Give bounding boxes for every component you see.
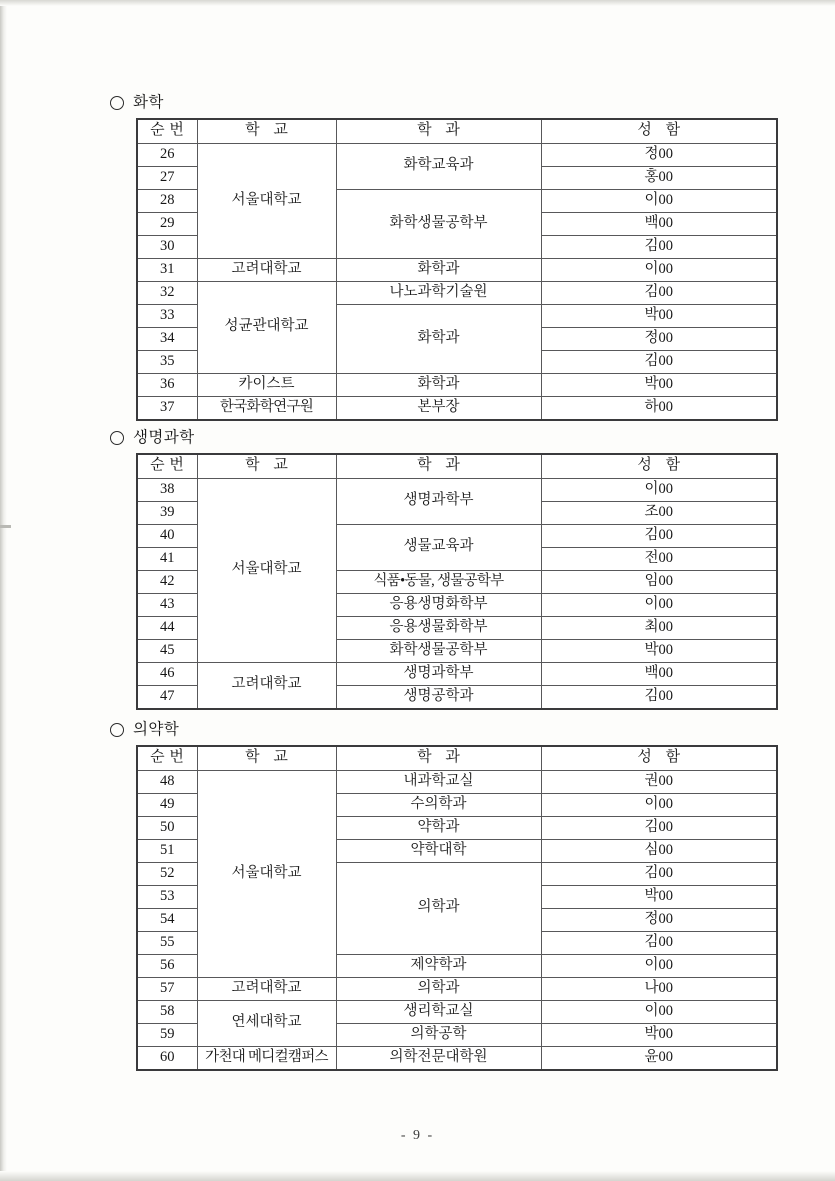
table-header-row [137, 746, 777, 771]
cell-name: 이00 [541, 794, 777, 817]
cell-no: 46 [137, 663, 197, 686]
cell-name: 이00 [541, 479, 777, 502]
cell-dept: 화학생물공학부 [336, 190, 541, 259]
cell-name: 이00 [541, 955, 777, 978]
table-row [137, 771, 777, 794]
cell-no: 51 [137, 840, 197, 863]
cell-no: 59 [137, 1024, 197, 1047]
cell-no: 45 [137, 640, 197, 663]
cell-school: 카이스트 [197, 374, 336, 397]
table-row [137, 1047, 777, 1070]
cell-dept: 응용생물화학부 [336, 617, 541, 640]
circle-bullet-icon [110, 431, 124, 445]
section-heading [0, 430, 835, 446]
table-row [137, 259, 777, 282]
cell-no: 60 [137, 1047, 197, 1070]
cell-no: 36 [137, 374, 197, 397]
table-row [137, 479, 777, 502]
section-heading-label: 생명과학 [133, 429, 195, 446]
cell-no: 28 [137, 190, 197, 213]
scan-edge-shadow-bottom [0, 1171, 835, 1181]
column-header-no: 순 번 [137, 746, 197, 771]
cell-dept: 생명공학과 [336, 686, 541, 709]
cell-no: 44 [137, 617, 197, 640]
section-heading-label: 화학 [133, 94, 164, 111]
cell-no: 33 [137, 305, 197, 328]
roster-table [136, 745, 778, 1071]
cell-name: 김00 [541, 282, 777, 305]
table-header-row [137, 119, 777, 144]
cell-name: 백00 [541, 663, 777, 686]
cell-school: 고려대학교 [197, 978, 336, 1001]
cell-school: 연세대학교 [197, 1001, 336, 1047]
cell-name: 이00 [541, 594, 777, 617]
cell-no: 35 [137, 351, 197, 374]
section-heading [0, 722, 835, 738]
cell-school: 서울대학교 [197, 479, 336, 663]
cell-dept: 수의학과 [336, 794, 541, 817]
cell-name: 이00 [541, 190, 777, 213]
cell-no: 27 [137, 167, 197, 190]
column-header-dept: 학 과 [336, 746, 541, 771]
cell-school: 성균관대학교 [197, 282, 336, 374]
cell-name: 정00 [541, 328, 777, 351]
cell-no: 43 [137, 594, 197, 617]
section-1 [0, 95, 835, 421]
cell-name: 임00 [541, 571, 777, 594]
cell-name: 김00 [541, 817, 777, 840]
cell-name: 하00 [541, 397, 777, 420]
column-header-name: 성 함 [541, 119, 777, 144]
cell-dept: 화학생물공학부 [336, 640, 541, 663]
section-2 [0, 430, 835, 710]
cell-name: 이00 [541, 259, 777, 282]
cell-name: 김00 [541, 863, 777, 886]
cell-no: 57 [137, 978, 197, 1001]
cell-no: 53 [137, 886, 197, 909]
cell-name: 정00 [541, 909, 777, 932]
cell-no: 48 [137, 771, 197, 794]
roster-table [136, 118, 778, 421]
cell-no: 29 [137, 213, 197, 236]
cell-name: 박00 [541, 886, 777, 909]
cell-no: 54 [137, 909, 197, 932]
cell-no: 34 [137, 328, 197, 351]
cell-dept: 응용생명화학부 [336, 594, 541, 617]
cell-no: 40 [137, 525, 197, 548]
table-row [137, 374, 777, 397]
cell-dept: 본부장 [336, 397, 541, 420]
cell-name: 권00 [541, 771, 777, 794]
cell-name: 정00 [541, 144, 777, 167]
cell-dept: 화학과 [336, 305, 541, 374]
column-header-school: 학 교 [197, 454, 336, 479]
cell-name: 조00 [541, 502, 777, 525]
cell-no: 37 [137, 397, 197, 420]
section-heading-label: 의약학 [133, 721, 180, 738]
section-3 [0, 722, 835, 1071]
table-row [137, 282, 777, 305]
column-header-name: 성 함 [541, 746, 777, 771]
cell-dept: 제약학과 [336, 955, 541, 978]
circle-bullet-icon [110, 723, 124, 737]
page-number: - 9 - [400, 1128, 435, 1143]
cell-dept: 화학과 [336, 374, 541, 397]
cell-school: 한국화학연구원 [197, 397, 336, 420]
cell-dept: 의학과 [336, 978, 541, 1001]
cell-name: 김00 [541, 351, 777, 374]
cell-no: 41 [137, 548, 197, 571]
cell-no: 58 [137, 1001, 197, 1024]
column-header-name: 성 함 [541, 454, 777, 479]
cell-name: 박00 [541, 1024, 777, 1047]
table-row [137, 1001, 777, 1024]
cell-name: 윤00 [541, 1047, 777, 1070]
cell-dept: 의학전문대학원 [336, 1047, 541, 1070]
cell-school: 서울대학교 [197, 771, 336, 978]
cell-school: 서울대학교 [197, 144, 336, 259]
cell-no: 42 [137, 571, 197, 594]
cell-dept: 의학공학 [336, 1024, 541, 1047]
column-header-dept: 학 과 [336, 119, 541, 144]
cell-dept: 화학교육과 [336, 144, 541, 190]
cell-no: 31 [137, 259, 197, 282]
table-row [137, 978, 777, 1001]
cell-dept: 내과학교실 [336, 771, 541, 794]
cell-name: 나00 [541, 978, 777, 1001]
cell-name: 박00 [541, 640, 777, 663]
cell-dept: 식품•동물, 생물공학부 [336, 571, 541, 594]
cell-school: 고려대학교 [197, 663, 336, 709]
cell-no: 52 [137, 863, 197, 886]
table-row [137, 397, 777, 420]
column-header-no: 순 번 [137, 454, 197, 479]
cell-name: 박00 [541, 305, 777, 328]
cell-no: 56 [137, 955, 197, 978]
cell-no: 26 [137, 144, 197, 167]
cell-name: 백00 [541, 213, 777, 236]
cell-no: 50 [137, 817, 197, 840]
cell-name: 이00 [541, 1001, 777, 1024]
cell-dept: 약학대학 [336, 840, 541, 863]
cell-name: 심00 [541, 840, 777, 863]
cell-no: 49 [137, 794, 197, 817]
cell-no: 32 [137, 282, 197, 305]
column-header-school: 학 교 [197, 746, 336, 771]
cell-no: 38 [137, 479, 197, 502]
column-header-school: 학 교 [197, 119, 336, 144]
cell-name: 김00 [541, 686, 777, 709]
cell-name: 홍00 [541, 167, 777, 190]
cell-name: 박00 [541, 374, 777, 397]
cell-dept: 화학과 [336, 259, 541, 282]
cell-school: 가천대 메디컬캠퍼스 [197, 1047, 336, 1070]
cell-name: 김00 [541, 525, 777, 548]
column-header-no: 순 번 [137, 119, 197, 144]
cell-no: 55 [137, 932, 197, 955]
cell-dept: 의학과 [336, 863, 541, 955]
cell-dept: 약학과 [336, 817, 541, 840]
circle-bullet-icon [110, 96, 124, 110]
cell-no: 30 [137, 236, 197, 259]
cell-name: 김00 [541, 236, 777, 259]
table-row [137, 663, 777, 686]
cell-name: 최00 [541, 617, 777, 640]
cell-dept: 생명과학부 [336, 479, 541, 525]
cell-no: 47 [137, 686, 197, 709]
cell-name: 김00 [541, 932, 777, 955]
cell-dept: 생명과학부 [336, 663, 541, 686]
roster-table [136, 453, 778, 710]
cell-dept: 생리학교실 [336, 1001, 541, 1024]
cell-name: 전00 [541, 548, 777, 571]
table-row [137, 144, 777, 167]
section-heading [0, 95, 835, 111]
cell-dept: 나노과학기술원 [336, 282, 541, 305]
column-header-dept: 학 과 [336, 454, 541, 479]
cell-school: 고려대학교 [197, 259, 336, 282]
table-header-row [137, 454, 777, 479]
scan-edge-shadow-top [0, 0, 835, 6]
cell-no: 39 [137, 502, 197, 525]
cell-dept: 생물교육과 [336, 525, 541, 571]
